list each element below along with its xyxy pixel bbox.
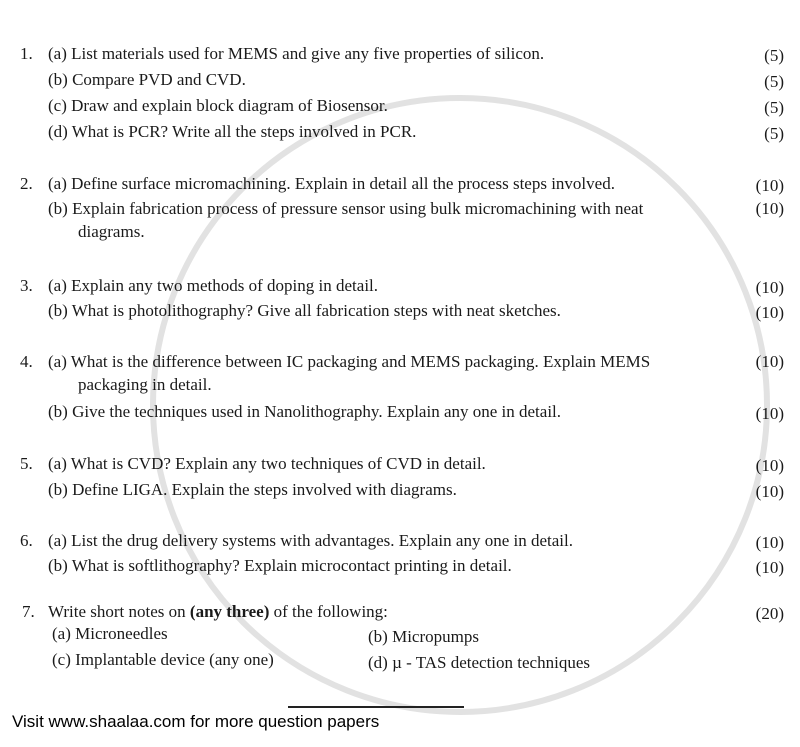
marks: (20) — [755, 604, 784, 623]
question-number: 5. — [20, 454, 33, 473]
question-part: (a) Define surface micromachining. Explain in detail all the process steps involved. — [48, 174, 615, 193]
question-part: (a) List materials used for MEMS and give any five properties of silicon. — [48, 44, 545, 63]
question-part: (b) Give the techniques used in Nanolithography. Explain any one in detail. — [48, 402, 562, 421]
question-part: (a) List the drug delivery systems with advantages. Explain any one in detail. — [48, 531, 573, 550]
marks: (10) — [755, 352, 784, 371]
question-part: (a) What is CVD? Explain any two techniques of CVD in detail. — [48, 454, 486, 473]
question-number: 6. — [20, 531, 33, 550]
marks: (5) — [764, 72, 784, 91]
q7-suffix: of the following: — [269, 602, 388, 621]
q7-bold: (any three) — [189, 602, 270, 621]
option: (d) µ - TAS detection techniques — [368, 653, 590, 672]
marks: (10) — [755, 482, 784, 501]
question-7-text — [48, 602, 388, 622]
option: (c) Implantable device (any one) — [52, 650, 274, 669]
question-number: 4. — [20, 352, 33, 371]
option: (b) Micropumps — [368, 627, 479, 646]
footer-link-text: Visit www.shaalaa.com for more question papers — [12, 712, 380, 731]
marks: (10) — [755, 456, 784, 475]
marks: (10) — [755, 533, 784, 552]
question-part: (a) Explain any two methods of doping in detail. — [48, 276, 379, 295]
option: (a) Microneedles — [52, 624, 168, 643]
question-number: 7. — [22, 602, 35, 621]
question-part: (b) What is photolithography? Give all fabrication steps with neat sketches. — [48, 301, 561, 320]
question-number: 1. — [20, 44, 33, 63]
question-part: (a) What is the difference between IC packaging and MEMS packaging. Explain MEMS — [48, 352, 651, 371]
marks: (5) — [764, 46, 784, 65]
question-part-continued: diagrams. — [78, 222, 145, 241]
marks: (10) — [755, 558, 784, 577]
question-part: (b) What is softlithography? Explain microcontact printing in detail. — [48, 556, 512, 575]
end-rule — [288, 706, 464, 708]
question-part: (b) Define LIGA. Explain the steps involved with diagrams. — [48, 480, 457, 499]
question-part: (b) Compare PVD and CVD. — [48, 70, 246, 89]
question-part: (c) Draw and explain block diagram of Biosensor. — [48, 96, 388, 115]
marks: (10) — [755, 303, 784, 322]
marks: (10) — [755, 176, 784, 195]
question-part: (b) Explain fabrication process of pressure sensor using bulk micromachining with neat — [48, 199, 644, 218]
question-number: 2. — [20, 174, 33, 193]
marks: (10) — [755, 278, 784, 297]
marks: (5) — [764, 124, 784, 143]
marks: (5) — [764, 98, 784, 117]
question-number: 3. — [20, 276, 33, 295]
question-part: (d) What is PCR? Write all the steps involved in PCR. — [48, 122, 417, 141]
q7-prefix: Write short notes on — [48, 602, 190, 621]
marks: (10) — [755, 199, 784, 218]
question-part-continued: packaging in detail. — [78, 375, 212, 394]
marks: (10) — [755, 404, 784, 423]
